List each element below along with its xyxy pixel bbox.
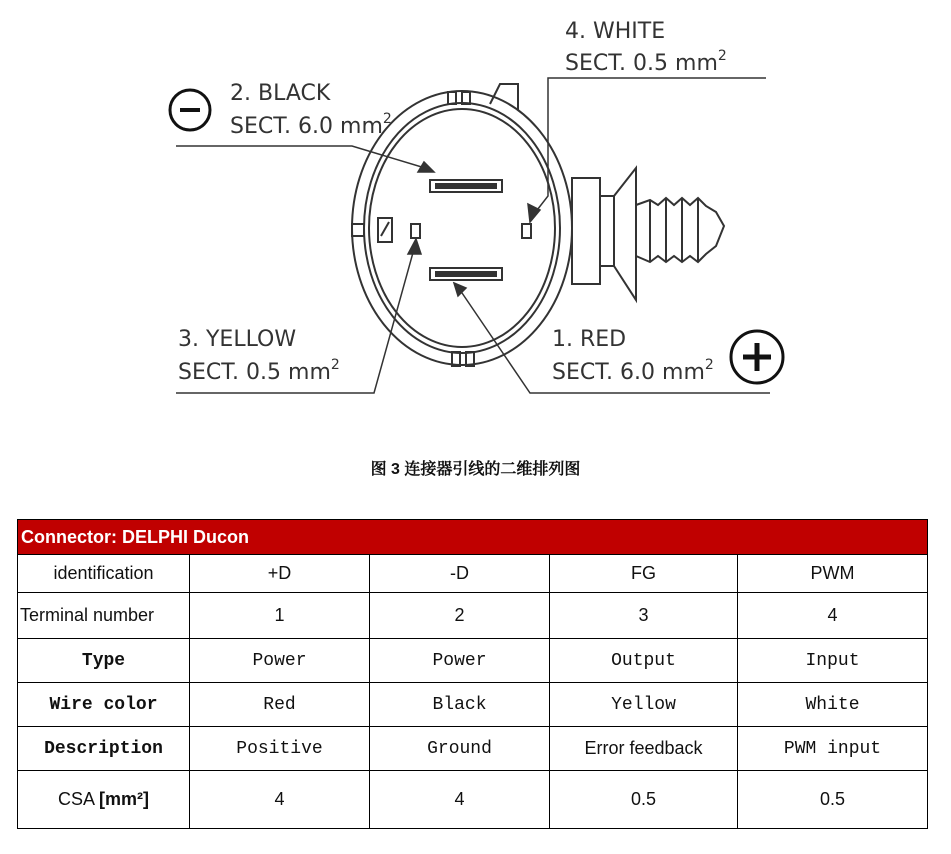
callout-yellow-line2: SECT. 0.5 $mm^2$	[178, 357, 340, 385]
table-cell: PWM input	[738, 727, 928, 771]
callout-white-line2: SECT. 0.5 $mm^2$	[565, 48, 727, 76]
table-cell: Yellow	[550, 683, 738, 727]
table-row	[18, 683, 928, 727]
row-label: Wire color	[18, 683, 190, 727]
table-cell: 4	[370, 771, 550, 829]
row-label: Description	[18, 727, 190, 771]
table-cell: +D	[190, 555, 370, 593]
csa-unit: [mm²]	[99, 789, 150, 809]
table-cell: 4	[190, 771, 370, 829]
table-cell: 3	[550, 593, 738, 639]
table-row	[18, 727, 928, 771]
callout-black-line1: 2. BLACK	[230, 81, 331, 106]
table-cell: Power	[370, 639, 550, 683]
table-cell: Ground	[370, 727, 550, 771]
connector-spec-table	[17, 519, 928, 829]
table-cell: Input	[738, 639, 928, 683]
table-cell: 0.5	[738, 771, 928, 829]
table-cell: White	[738, 683, 928, 727]
table-cell: Positive	[190, 727, 370, 771]
table-cell: 1	[190, 593, 370, 639]
table-cell: 0.5	[550, 771, 738, 829]
table-cell: Black	[370, 683, 550, 727]
table-row	[18, 555, 928, 593]
table-row	[18, 639, 928, 683]
row-label	[18, 771, 190, 829]
row-label: identification	[18, 555, 190, 593]
table-cell: PWM	[738, 555, 928, 593]
connector-body	[352, 84, 724, 366]
row-label: Type	[18, 639, 190, 683]
csa-label: CSA	[57, 789, 94, 809]
callout-white-line1: 4. WHITE	[565, 19, 666, 44]
table-cell: Red	[190, 683, 370, 727]
table-cell: 4	[738, 593, 928, 639]
table-cell: -D	[370, 555, 550, 593]
row-label: Terminal number	[18, 593, 190, 639]
table-cell: Error feedback	[550, 727, 738, 771]
negative-symbol-icon	[170, 90, 210, 130]
table-row	[18, 771, 928, 829]
figure-caption: 图 3 连接器引线的二维排列图	[370, 461, 581, 478]
table-header-row	[18, 520, 928, 555]
table-cell: 2	[370, 593, 550, 639]
callout-red-line2: SECT. 6.0 $mm^2$	[552, 357, 714, 385]
table-cell: FG	[550, 555, 738, 593]
callout-black-line2: SECT. 6.0 $mm^2$	[230, 111, 392, 139]
positive-symbol-icon	[731, 331, 783, 383]
table-cell: Power	[190, 639, 370, 683]
table-row	[18, 593, 928, 639]
callout-yellow-line1: 3. YELLOW	[178, 327, 297, 352]
table-header-title: Connector: DELPHI Ducon	[18, 520, 928, 555]
table-cell: Output	[550, 639, 738, 683]
callout-red-line1: 1. RED	[552, 327, 627, 352]
